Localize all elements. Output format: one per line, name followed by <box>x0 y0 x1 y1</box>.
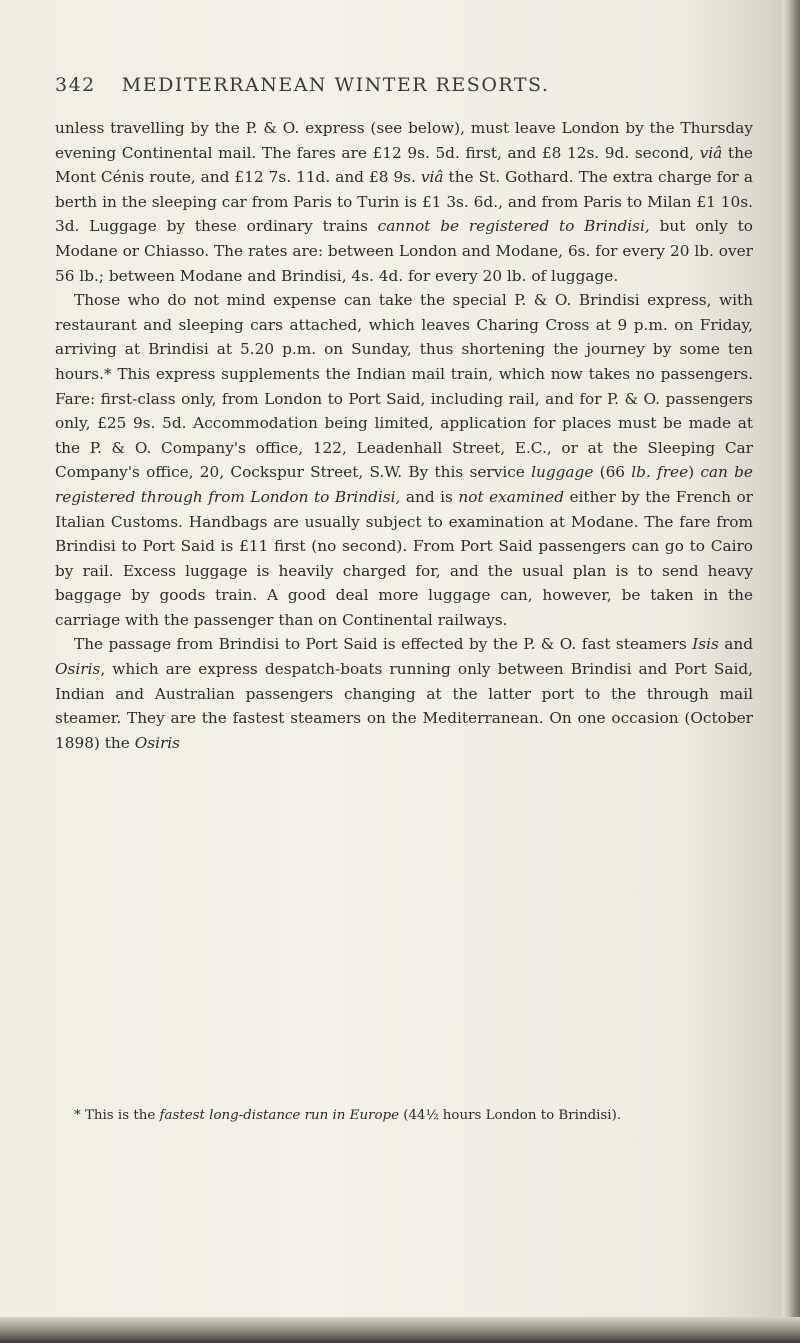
running-title: MEDITERRANEAN WINTER RESORTS. <box>121 74 550 96</box>
footnote-text: * This is the fastest long-distance run in Europe (44½ hours London to Brindisi). <box>74 1108 622 1123</box>
page-bottom-edge <box>0 1317 800 1343</box>
body-text <box>55 116 753 755</box>
page-number: 342 <box>55 74 96 96</box>
paragraph-1: unless travelling by the P. & O. express (see below), must leave London by the Thursday evening Continental mail. The fares are £12 9s. 5d. first, and £8 12s. 9d. second, viâ the Mont Cénis route, and £12 7s. 11d. and £8 9s. viâ the St. Gothard. The extra charge for a berth in the sleeping car from Paris to Turin is £1 3s. 6d., and from Paris to Milan £1 10s. 3d. Luggage by these ordinary trains cannot be registered to Brindisi, but only to Modane or Chiasso. The rates are: between London and Modane, 6s. for every 20 lb. over 56 lb.; between Modane and Brindisi, 4s. 4d. for every 20 lb. of luggage. <box>55 119 753 285</box>
paragraph-2: Those who do not mind expense can take the special P. & O. Brindisi express, with restaurant and sleeping cars attached, which leaves Charing Cross at 9 p.m. on Friday, arriving at Brindisi at 5.20 p.m. on Sunday, thus shortening the journey by some ten hours.* This express supplements the Indian mail train, which now takes no passengers. Fare: first-class only, from London to Port Said, including rail, and for P. & O. passengers only, £25 9s. 5d. Accommodation being limited, application for places must be made at the P. & O. Company's office, 122, Leadenhall Street, E.C., or at the Sleeping Car Company's office, 20, Cockspur Street, S.W. By this service luggage (66 lb. free) can be registered through from London to Brindisi, and is not examined either by the French or Italian Customs. Handbags are usually subject to examination at Modane. The fare from Brindisi to Port Said is £11 first (no second). From Port Said passengers can go to Cairo by rail. Excess luggage is heavily charged for, and the usual plan is to send heavy baggage by goods train. A good deal more luggage can, however, be taken in the carriage with the passenger than on Continental railways. <box>55 291 753 629</box>
page-edge-shadow <box>782 0 800 1343</box>
running-head <box>55 74 755 96</box>
paragraph-3: The passage from Brindisi to Port Said is effected by the P. & O. fast steamers Isis and Osiris, which are express despatch-boats running only between Brindisi and Port Said, Indian and Australian passengers changing at the latter port to the through mail steamer. They are the fastest steamers on the Mediterranean. On one occasion (October 1898) the Osiris <box>55 635 753 752</box>
footnote <box>55 1106 753 1126</box>
